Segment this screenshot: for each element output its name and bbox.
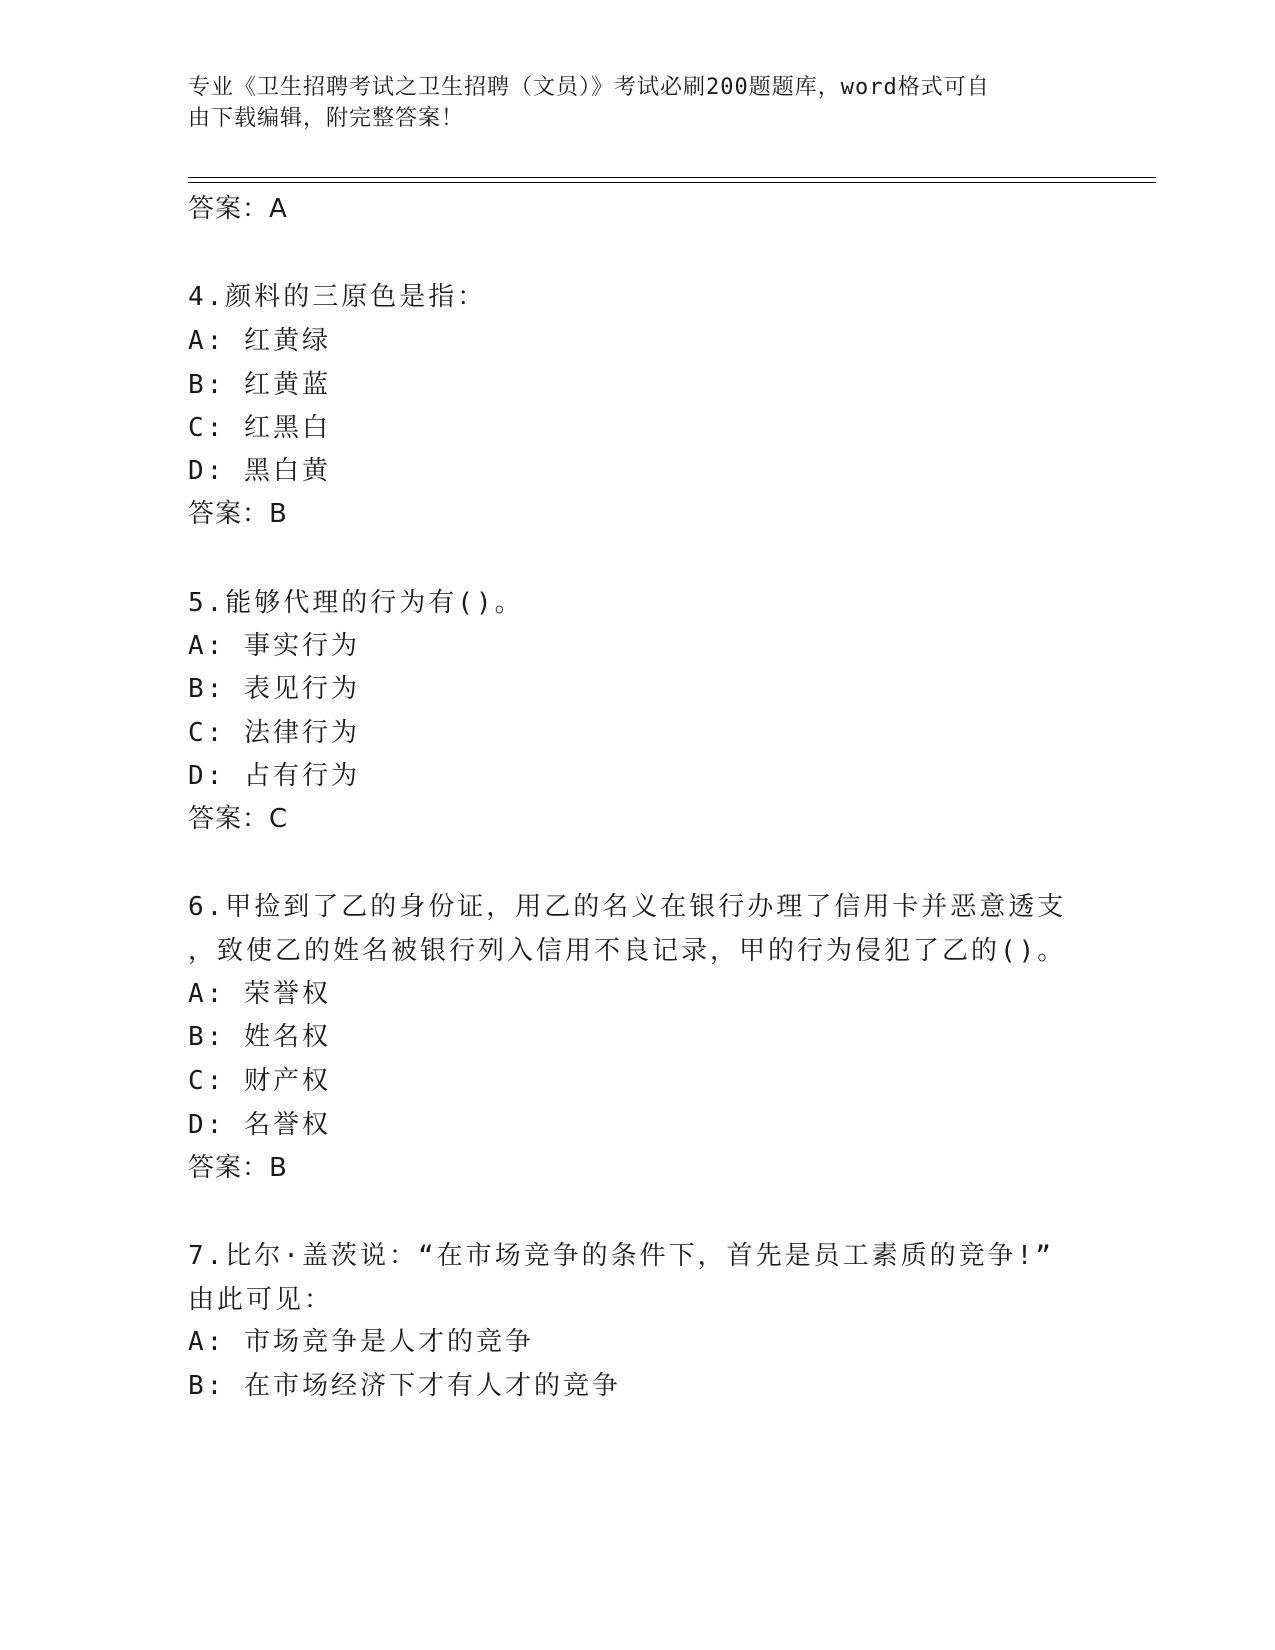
question-6-stem-line-1: 6.甲捡到了乙的身份证，用乙的名义在银行办理了信用卡并恶意透支 [188, 892, 1067, 922]
question-6-option-b: B: 姓名权 [188, 1022, 331, 1052]
question-4-option-a: A: 红黄绿 [188, 326, 331, 356]
header-divider-bottom [188, 182, 1156, 183]
answer-q5: 答案：C [188, 804, 289, 834]
question-4-option-d: D: 黑白黄 [188, 456, 331, 486]
question-7-option-a: A: 市场竞争是人才的竞争 [188, 1327, 534, 1357]
header-line-2: 由下载编辑，附完整答案！ [188, 106, 465, 131]
answer-q4: 答案：B [188, 499, 288, 529]
question-5-option-b: B: 表见行为 [188, 674, 360, 704]
question-5-option-c: C: 法律行为 [188, 718, 360, 748]
header-divider-top [188, 177, 1156, 178]
question-6-option-d: D: 名誉权 [188, 1110, 331, 1140]
question-7-stem-line-1: 7.比尔·盖茨说：“在市场竞争的条件下，首先是员工素质的竞争!” [188, 1241, 1054, 1271]
document-header [188, 72, 1068, 134]
question-5-option-d: D: 占有行为 [188, 761, 360, 791]
answer-q6: 答案：B [188, 1153, 288, 1183]
question-4-stem: 4.颜料的三原色是指： [188, 282, 487, 312]
answer-q3: 答案：A [188, 194, 288, 224]
question-6-option-a: A: 荣誉权 [188, 979, 331, 1009]
question-6-stem-line-2: ，致使乙的姓名被银行列入信用不良记录，甲的行为侵犯了乙的()。 [188, 936, 1067, 966]
question-7-option-b: B: 在市场经济下才有人才的竞争 [188, 1371, 621, 1401]
question-5-stem: 5.能够代理的行为有()。 [188, 588, 524, 618]
question-7-stem-line-2: 由此可见： [188, 1285, 334, 1315]
header-line-1: 专业《卫生招聘考试之卫生招聘（文员）》考试必刷200题题库，word格式可自 [188, 75, 990, 100]
question-5-option-a: A: 事实行为 [188, 631, 360, 661]
question-6-option-c: C: 财产权 [188, 1066, 331, 1096]
question-4-option-c: C: 红黑白 [188, 413, 331, 443]
question-4-option-b: B: 红黄蓝 [188, 370, 331, 400]
